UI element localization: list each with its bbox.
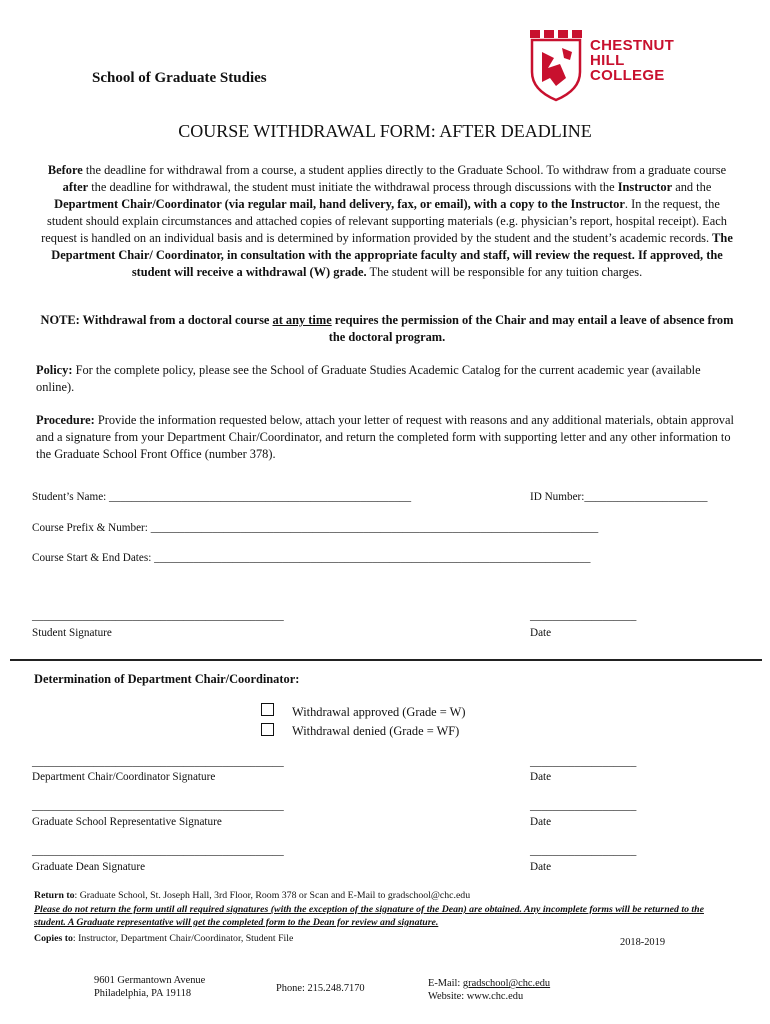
footer-contact: E-Mail: gradschool@chc.edu Website: www.chc.edu	[428, 978, 551, 1002]
chair-date-label: Date	[530, 771, 552, 783]
footer-phone: Phone: 215.248.7170	[276, 983, 365, 994]
determination-heading: Determination of Department Chair/Coordinator:	[34, 672, 300, 686]
dean-signature-label: Graduate Dean Signature	[32, 861, 146, 873]
copies-to-line: Copies to: Instructor, Department Chair/Coordinator, Student File	[34, 933, 294, 944]
chair-signature-label: Department Chair/Coordinator Signature	[32, 771, 216, 783]
student-date-line[interactable]: ___________________	[530, 610, 637, 622]
student-name-field[interactable]: Student’s Name: ______________________________________________________	[32, 491, 412, 503]
form-title: COURSE WITHDRAWAL FORM: AFTER DEADLINE	[178, 121, 592, 141]
denied-label: Withdrawal denied (Grade = WF)	[292, 724, 460, 738]
website-text[interactable]: Website: www.chc.edu	[428, 991, 524, 1002]
dean-date-line[interactable]: ___________________	[530, 845, 637, 857]
student-signature-label: Student Signature	[32, 627, 112, 639]
incomplete-forms-warning: Please do not return the form until all required signatures (with the exception of the signature of the Dean) are obtained. Any incomplete forms will be returned to the student. A Graduate representative will get the completed form to the Dean for review and signature.	[34, 904, 704, 928]
school-name: School of Graduate Studies	[92, 70, 267, 86]
rep-signature-label: Graduate School Representative Signature	[32, 816, 222, 828]
denied-checkbox[interactable]	[261, 723, 274, 736]
procedure-paragraph: Procedure: Provide the information requested below, attach your letter of request with reasons and any additional materials, obtain approval and a signature from your Department Chair/Coordinator, and return the completed form with supporting letter and any other information to the Graduate School Front Office (number 378).	[36, 413, 734, 461]
shield-crest-icon	[528, 28, 584, 103]
rep-signature-line[interactable]: _____________________________________________	[32, 800, 284, 812]
form-year: 2018-2019	[620, 937, 666, 948]
student-signature-line[interactable]: _____________________________________________	[32, 610, 284, 622]
section-divider	[10, 659, 762, 661]
logo-wordmark: CHESTNUT HILL COLLEGE	[590, 37, 675, 84]
chair-date-line[interactable]: ___________________	[530, 756, 637, 768]
rep-date-line[interactable]: ___________________	[530, 800, 637, 812]
return-to-line: Return to: Graduate School, St. Joseph Hall, 3rd Floor, Room 378 or Scan and E-Mail to gradschool@chc.edu	[34, 890, 471, 901]
course-dates-field[interactable]: Course Start & End Dates: ______________________________________________________________________________	[32, 552, 591, 564]
college-logo	[528, 28, 678, 103]
course-prefix-field[interactable]: Course Prefix & Number: ________________________________________________________________________________	[32, 522, 599, 534]
id-number-field[interactable]: ID Number:______________________	[530, 491, 708, 503]
intro-paragraph: Before the deadline for withdrawal from a course, a student applies directly to the Graduate School. To withdraw from a graduate course after the deadline for withdrawal, the student must initiate the withdrawal process through discussions with the Instructor and the Department Chair/Coordinator (via regular mail, hand delivery, fax, or email), with a copy to the Instructor. In the request, the student should explain circumstances and attached copies of relevant supporting materials (e.g. physician’s report, hospital receipt). Each request is handled on an individual basis and is determined by information provided by the student and the student’s academic records. The Department Chair/ Coordinator, in consultation with the appropriate faculty and staff, will review the request. If approved, the student will receive a withdrawal (W) grade. The student will be responsible for any tuition charges.	[41, 163, 733, 279]
policy-paragraph: Policy: For the complete policy, please see the School of Graduate Studies Academic Catalog for the current academic year (available online).	[36, 363, 701, 394]
email-link[interactable]: gradschool@chc.edu	[462, 978, 551, 989]
footer-address: 9601 Germantown Avenue Philadelphia, PA 19118	[94, 975, 206, 999]
doctoral-note: NOTE: Withdrawal from a doctoral course at any time requires the permission of the Chair and may entail a leave of absence from the doctoral program.	[40, 313, 734, 344]
dean-signature-line[interactable]: _____________________________________________	[32, 845, 284, 857]
student-date-label: Date	[530, 627, 552, 639]
chair-signature-line[interactable]: _____________________________________________	[32, 756, 284, 768]
dean-date-label: Date	[530, 861, 552, 873]
approved-checkbox[interactable]	[261, 703, 274, 716]
approved-label: Withdrawal approved (Grade = W)	[292, 705, 466, 719]
rep-date-label: Date	[530, 816, 552, 828]
